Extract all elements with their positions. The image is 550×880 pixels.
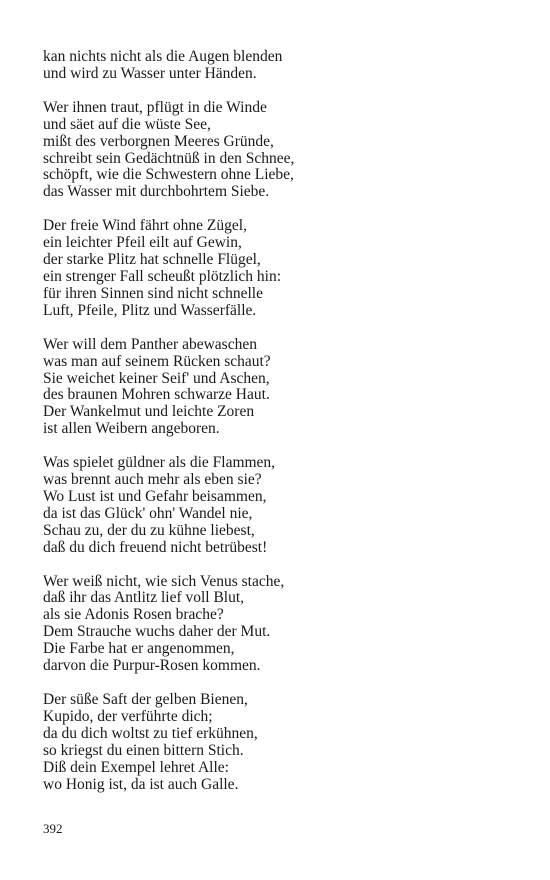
poem-line: Kupido, der verführte dich; (43, 707, 213, 725)
poem-line: Dem Strauche wuchs daher der Mut. (43, 623, 271, 641)
stanza-2 (43, 100, 523, 201)
poem-line: so kriegst du einen bittern Stich. (43, 741, 244, 759)
poem-line: schöpft, wie die Schwestern ohne Liebe, (43, 166, 294, 184)
stanza-3 (43, 218, 523, 319)
stanza-7 (43, 692, 523, 793)
poem-line: Wer weiß nicht, wie sich Venus stache, (43, 572, 285, 590)
stanza-1 (43, 49, 523, 83)
poem-body (43, 49, 523, 810)
poem-line: daß du dich freuend nicht betrübest! (43, 538, 268, 556)
poem-line: was man auf seinem Rücken schaut? (43, 352, 271, 370)
poem-line: was brennt auch mehr als eben sie? (43, 471, 262, 489)
poem-line: da ist das Glück' ohn' Wandel nie, (43, 504, 253, 522)
page-number: 392 (43, 821, 63, 836)
poem-line: Die Farbe hat er angenommen, (43, 640, 235, 658)
poem-line: Der freie Wind fährt ohne Zügel, (43, 217, 247, 235)
poem-line: ein strenger Fall scheußt plötzlich hin: (43, 267, 282, 285)
poem-line: kan nichts nicht als die Augen blenden (43, 48, 283, 65)
poem-line: Der süße Saft der gelben Bienen, (43, 691, 248, 708)
poem-line: mißt des verborgnen Meeres Gründe, (43, 132, 274, 150)
poem-line: darvon die Purpur-Rosen kommen. (43, 657, 261, 675)
stanza-4 (43, 337, 523, 438)
poem-line: für ihren Sinnen sind nicht schnelle (43, 284, 263, 302)
poem-line: wo Honig ist, da ist auch Galle. (43, 775, 239, 793)
stanza-5 (43, 455, 523, 556)
poem-line: Wo Lust ist und Gefahr beisammen, (43, 487, 267, 505)
poem-line: Der Wankelmut und leichte Zoren (43, 403, 255, 421)
stanza-6 (43, 574, 523, 675)
poem-line: des braunen Mohren schwarze Haut. (43, 386, 270, 404)
poem-line: als sie Adonis Rosen brache? (43, 606, 224, 624)
poem-line: Luft, Pfeile, Plitz und Wasserfälle. (43, 301, 257, 319)
poem-line: da du dich woltst zu tief erkühnen, (43, 724, 258, 742)
poem-line: und säet auf die wüste See, (43, 115, 211, 133)
poem-line: das Wasser mit durchbohrtem Siebe. (43, 183, 270, 201)
poem-line: der starke Plitz hat schnelle Flügel, (43, 251, 261, 269)
poem-line: schreibt sein Gedächtnüß in den Schnee, (43, 149, 295, 167)
poem-line: Schau zu, der du zu kühne liebest, (43, 521, 255, 539)
poem-line: ein leichter Pfeil eilt auf Gewin, (43, 234, 242, 252)
poem-line: Wer ihnen traut, pflügt in die Winde (43, 98, 267, 116)
poem-line: Was spielet güldner als die Flammen, (43, 454, 276, 472)
poem-line: und wird zu Wasser unter Händen. (43, 64, 257, 82)
poem-line: Sie weichet keiner Seif' und Aschen, (43, 369, 270, 387)
poem-line: Wer will dem Panther abewaschen (43, 335, 257, 353)
poem-line: Diß dein Exempel lehret Alle: (43, 758, 229, 776)
poem-line: daß ihr das Antlitz lief voll Blut, (43, 589, 245, 607)
poem-line: ist allen Weibern angeboren. (43, 420, 220, 438)
